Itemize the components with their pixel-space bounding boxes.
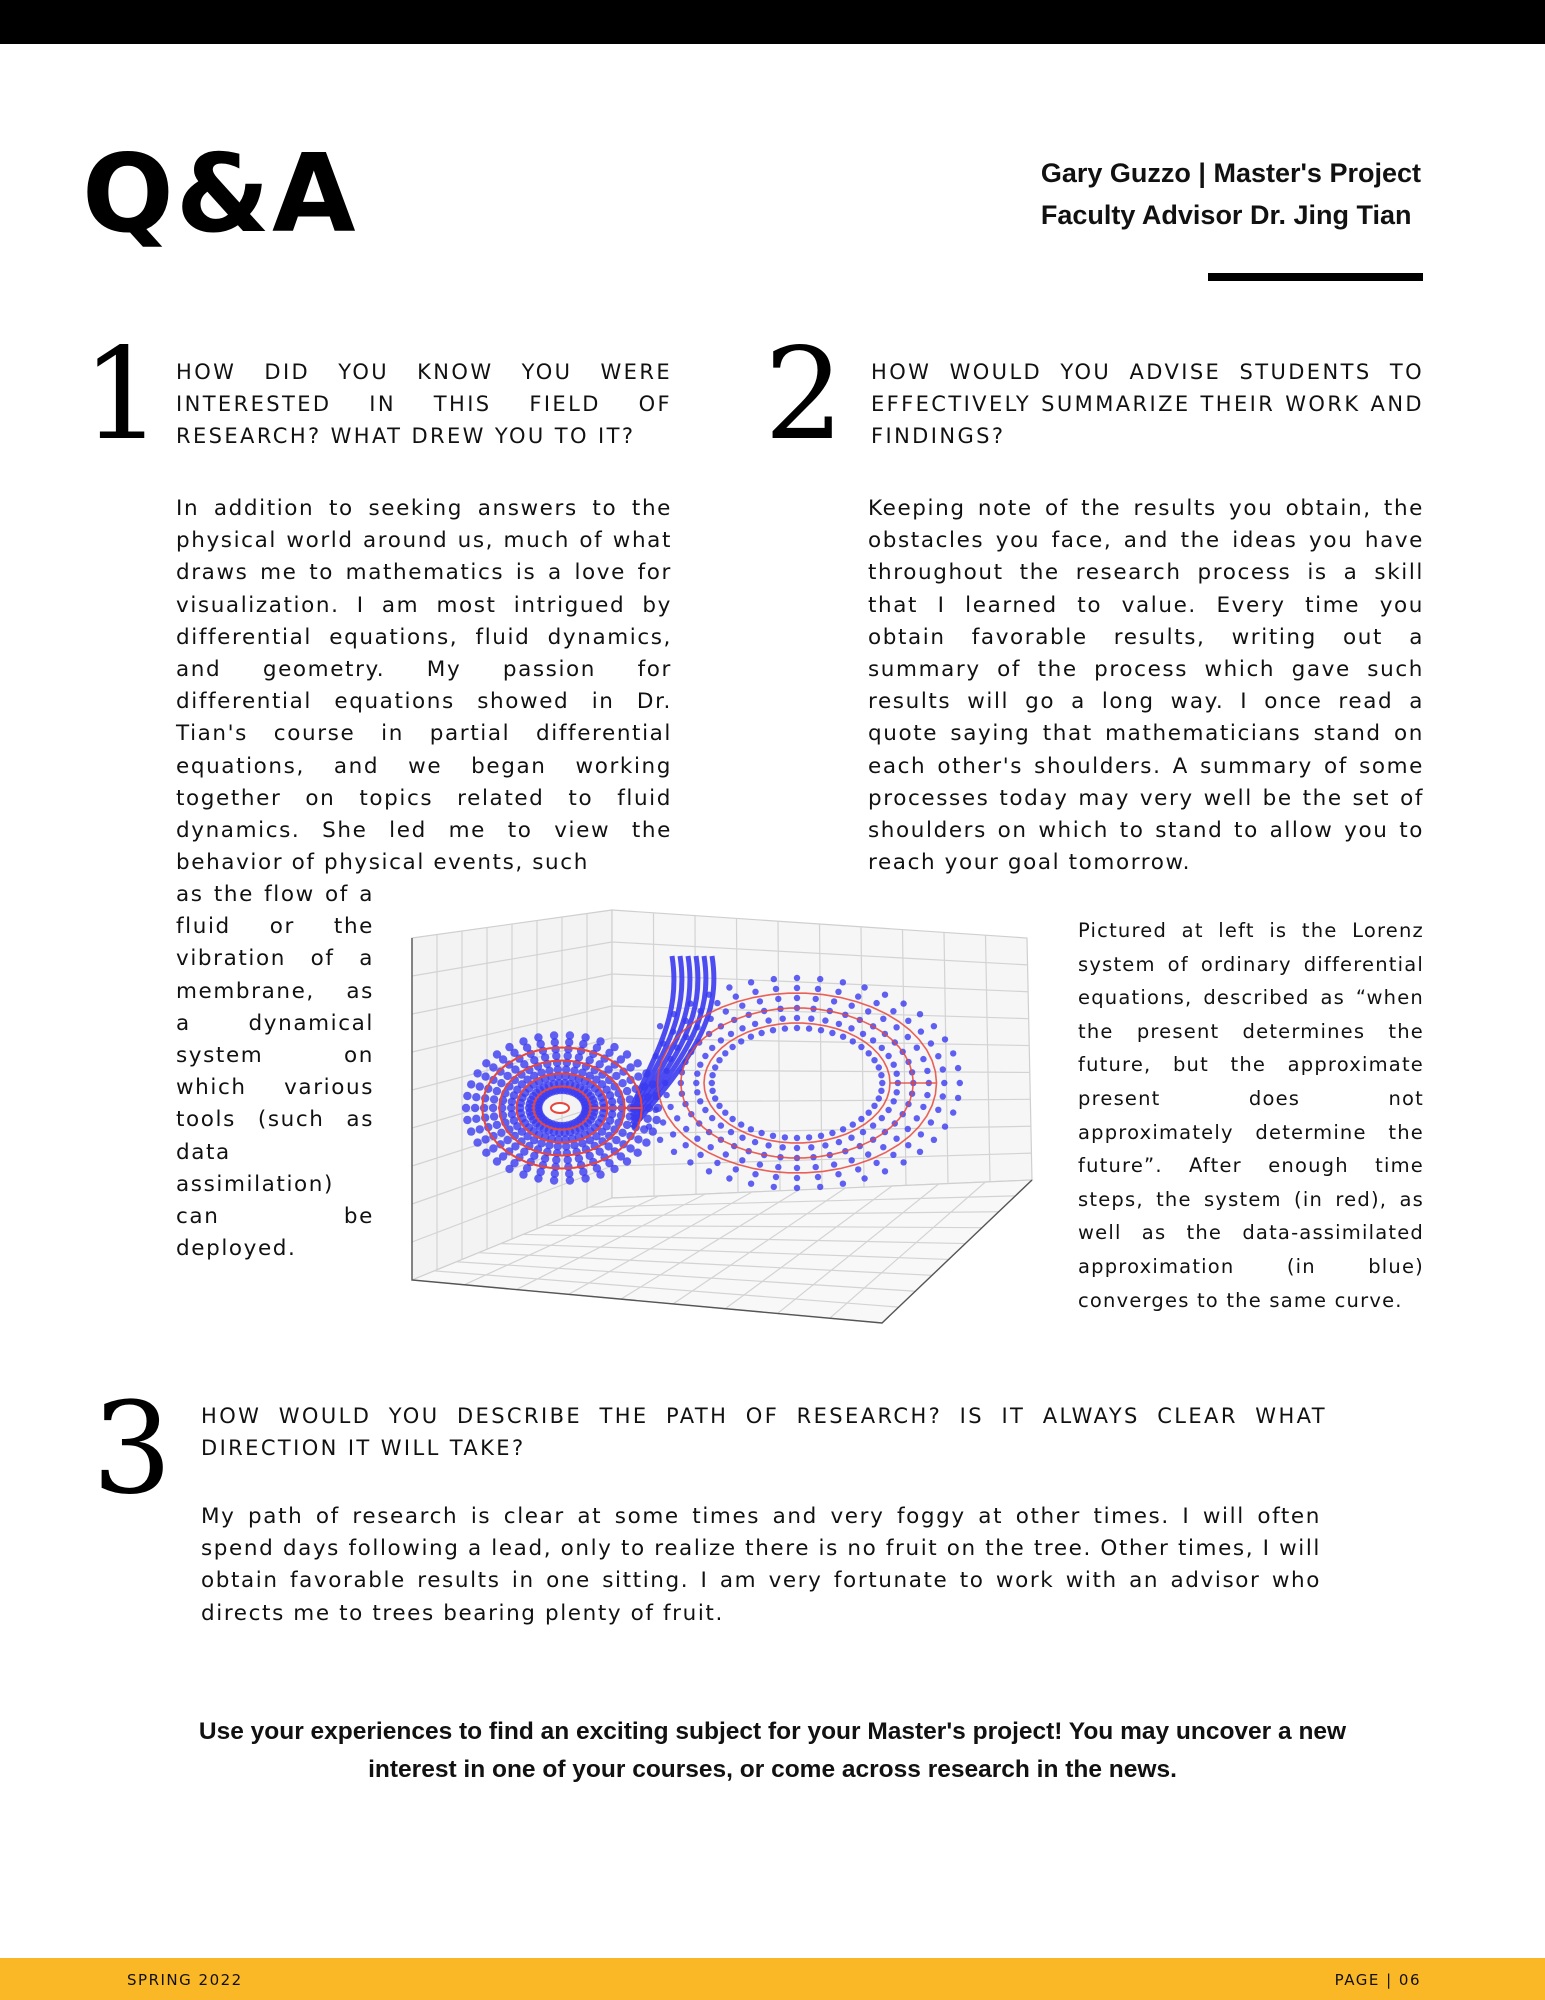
question-number-1: 1 [82,321,163,468]
top-bar [0,0,1545,44]
closing-message: Use your experiences to find an exciting subject for your Master's project! You may uncover a new interest in one of your courses, or come across research in the news. [198,1718,1347,1783]
question-2-heading: HOW WOULD YOU ADVISE STUDENTS TO EFFECTIVELY SUMMARIZE THEIR WORK AND FINDINGS? [871,360,1424,448]
advisor-line: Faculty Advisor Dr. Jing Tian [1040,200,1412,230]
answer-2-text: Keeping note of the results you obtain, the obstacles you face, and the ideas you have throughout the research process is a skill that I learned to value. Every time you obtain favorable results, writing out a summary of the process which gave such results will go a long way. I once read a quote saying that mathematicians stand on each other's shoulders. A summary of some processes today may very well be the set of shoulders on which to stand to allow you to reach your goal tomorrow. [868,496,1424,876]
answer-1-wrap-text: as the flow of a fluid or the vibration of a membrane, as a dynamical system on which various tools (such as data assimilation) can be deployed. [176,882,374,1262]
answer-3-text: My path of research is clear at some times and very foggy at other times. I will often spend days following a lead, only to realize there is no fruit on the tree. Other times, I will obtain favorable results in one sitting. I am very fortunate to work with an advisor who directs me to trees bearing plenty of fruit. [201,1504,1321,1626]
page-title: Q&A [82,132,358,257]
footer-page-number: PAGE | 06 [1334,1971,1421,1989]
figure-caption: Pictured at left is the Lorenz system of ordinary differential equations, described as “when the present determines the future, but the approximate present does not approximately determine the future”. After enough time steps, the system (in red), as well as the data-assimilated approximation (in blue) converges to the same curve. [1078,919,1424,1312]
question-1-heading: HOW DID YOU KNOW YOU WERE INTERESTED IN THIS FIELD OF RESEARCH? WHAT DREW YOU TO IT? [176,360,672,448]
author-line: Gary Guzzo | Master's Project [1040,158,1421,188]
question-3-heading: HOW WOULD YOU DESCRIBE THE PATH OF RESEARCH? IS IT ALWAYS CLEAR WHAT DIRECTION IT WILL TAKE? [201,1404,1327,1460]
footer-issue: SPRING 2022 [127,1971,243,1989]
lorenz-attractor-figure [402,898,1042,1338]
question-number-2: 2 [764,321,845,468]
byline [1041,152,1421,236]
header-rule [1208,273,1423,281]
question-number-3: 3 [92,1375,173,1522]
answer-1-text: In addition to seeking answers to the physical world around us, much of what draws me to mathematics is a love for visualization. I am most intrigued by differential equations, fluid dynamics, and geometry. My passion for differential equations showed in Dr. Tian's course in partial differential equations, and we began working together on topics related to fluid dynamics. She led me to view the behavior of physical events, such [176,496,672,876]
